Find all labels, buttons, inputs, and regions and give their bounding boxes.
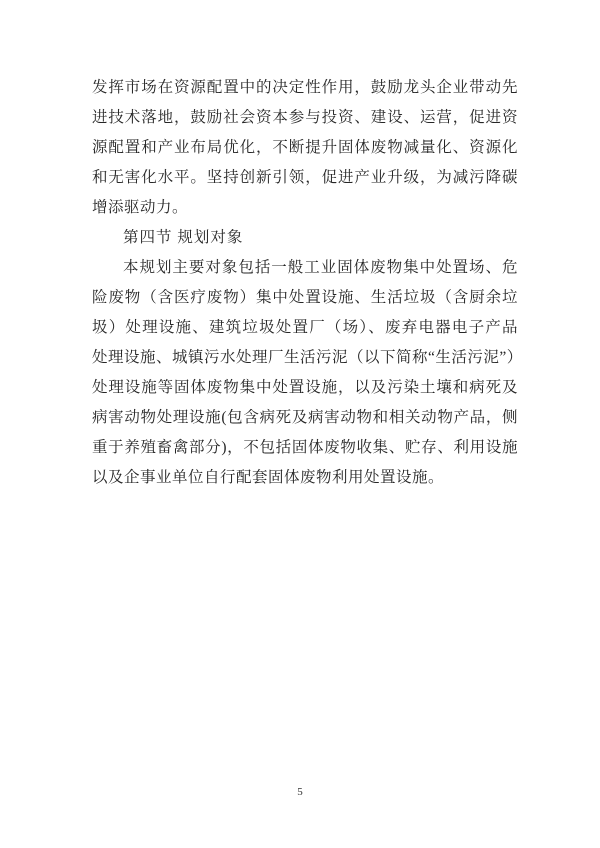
paragraph-line: 增添驱动力。 (92, 199, 189, 216)
paragraph-line: 处理设施、城镇污水处理厂生活污泥（以下简称“生活污泥”） (92, 349, 523, 366)
paragraph-line: 重于养殖畜禽部分)，不包括固体废物收集、贮存、利用设施 (92, 439, 518, 456)
page-content (92, 73, 523, 493)
paragraph-line: 源配置和产业布局优化，不断提升固体废物减量化、资源化 (92, 139, 518, 156)
paragraph-line: 病害动物处理设施(包含病死及病害动物和相关动物产品，侧 (92, 409, 518, 426)
section-heading: 第四节 规划对象 (123, 229, 244, 246)
paragraph-line: 险废物（含医疗废物）集中处置设施、生活垃圾（含厨余垃 (92, 289, 518, 306)
paragraph-line: 以及企事业单位自行配套固体废物利用处置设施。 (92, 469, 445, 486)
paragraph-line: 发挥市场在资源配置中的决定性作用，鼓励龙头企业带动先 (92, 79, 518, 96)
page-number: 5 (297, 786, 303, 798)
paragraph-1 (92, 73, 518, 223)
paragraph-line: 处理设施等固体废物集中处置设施，以及污染土壤和病死及 (92, 379, 518, 396)
paragraph-2 (92, 253, 523, 493)
page-footer (0, 782, 600, 800)
paragraph-line: 圾）处理设施、建筑垃圾处置厂（场）、废弃电器电子产品 (92, 319, 518, 336)
paragraph-line: 本规划主要对象包括一般工业固体废物集中处置场、危 (123, 259, 518, 276)
paragraph-line: 进技术落地，鼓励社会资本参与投资、建设、运营，促进资 (92, 109, 518, 126)
paragraph-line: 和无害化水平。坚持创新引领，促进产业升级，为减污降碳 (92, 169, 518, 186)
